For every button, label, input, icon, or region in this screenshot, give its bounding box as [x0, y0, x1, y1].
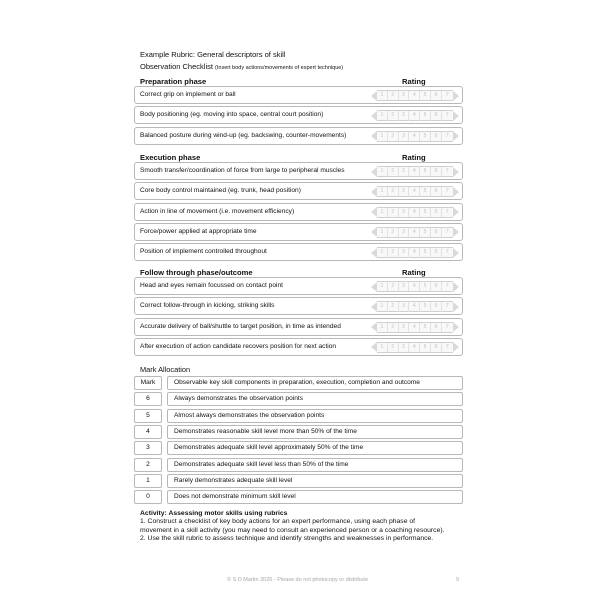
activity-title: Activity: Assessing motor skills using rubrics — [140, 510, 288, 517]
section-title: Preparation phase — [140, 77, 207, 86]
rating-option[interactable]: 3 — [399, 91, 410, 100]
rating-option[interactable]: 5 — [420, 343, 431, 352]
rating-scale-right-arrow — [453, 227, 459, 237]
rating-option[interactable]: 2 — [388, 187, 399, 196]
activity-line: 2. Use the skill rubric to assess technique and identify strengths and weaknesses in performance. — [140, 534, 434, 542]
rating-cells — [377, 227, 453, 238]
rating-option[interactable]: 3 — [399, 343, 410, 352]
rating-option[interactable]: 3 — [399, 282, 410, 291]
rating-option[interactable]: 1 — [377, 111, 388, 120]
rating-option[interactable]: 1 — [377, 282, 388, 291]
mark-value: 5 — [134, 409, 162, 423]
rating-cells — [377, 301, 453, 312]
rating-option[interactable]: 2 — [388, 323, 399, 332]
rating-option[interactable]: 5 — [420, 248, 431, 257]
rating-option[interactable]: 4 — [409, 302, 420, 311]
rating-scale-right-arrow — [453, 91, 459, 101]
rating-option[interactable]: 6 — [431, 167, 442, 176]
mark-column-header: Mark — [134, 376, 162, 390]
rating-scale — [371, 281, 459, 292]
rating-scale — [371, 90, 459, 101]
checklist-item-label: Balanced posture during wind-up (eg. backswing, counter-movements) — [140, 131, 347, 139]
checklist-row — [134, 182, 463, 200]
rating-option[interactable]: 7 — [445, 343, 449, 350]
rating-option[interactable]: 5 — [420, 228, 431, 237]
rating-option[interactable]: 7 — [445, 188, 449, 195]
rating-option[interactable]: 1 — [377, 343, 388, 352]
rating-scale — [371, 342, 459, 353]
rating-option[interactable]: 1 — [377, 323, 388, 332]
rating-option[interactable]: 4 — [409, 91, 420, 100]
description-column-header: Observable key skill components in preparation, execution, completion and outcome — [167, 376, 463, 390]
rating-option[interactable]: 2 — [388, 91, 399, 100]
mark-description: Demonstrates adequate skill level approximately 50% of the time — [167, 441, 463, 455]
rating-option[interactable]: 4 — [409, 343, 420, 352]
rating-scale-right-arrow — [453, 207, 459, 217]
mark-allocation-row — [134, 409, 463, 423]
rating-option[interactable]: 4 — [409, 111, 420, 120]
rating-scale-right-arrow — [453, 187, 459, 197]
rating-option[interactable]: 2 — [388, 228, 399, 237]
rating-option[interactable]: 7 — [445, 323, 449, 330]
rating-scale-right-arrow — [453, 282, 459, 292]
rating-option[interactable]: 6 — [431, 111, 442, 120]
checklist-row — [134, 162, 463, 180]
rating-option[interactable]: 1 — [377, 248, 388, 257]
rating-option[interactable]: 2 — [388, 208, 399, 217]
mark-value: 4 — [134, 425, 162, 439]
checklist-item-label: Head and eyes remain focussed on contact point — [140, 282, 283, 289]
mark-value: 0 — [134, 490, 162, 504]
rating-option[interactable]: 2 — [388, 302, 399, 311]
rating-option[interactable]: 6 — [431, 302, 442, 311]
rating-option[interactable]: 1 — [377, 91, 388, 100]
checklist-row — [134, 223, 463, 241]
rating-option[interactable]: 5 — [420, 111, 431, 120]
rating-scale — [371, 186, 459, 197]
mark-allocation-row — [134, 490, 463, 504]
rating-option[interactable]: 3 — [399, 248, 410, 257]
rating-scale — [371, 110, 459, 121]
rating-option[interactable]: 6 — [431, 228, 442, 237]
mark-description: Does not demonstrate minimum skill level — [167, 490, 463, 504]
rating-option[interactable]: 4 — [409, 208, 420, 217]
rating-scale — [371, 322, 459, 333]
checklist-item-label: Correct follow-through in kicking, striking skills — [140, 302, 275, 310]
rating-option[interactable]: 6 — [431, 132, 442, 141]
mark-allocation-title: Mark Allocation — [140, 365, 191, 374]
rating-option[interactable]: 5 — [420, 302, 431, 311]
rating-option[interactable]: 7 — [445, 132, 449, 139]
checklist-title — [140, 62, 343, 71]
rating-option[interactable]: 1 — [377, 167, 388, 176]
rating-option[interactable]: 3 — [399, 187, 410, 196]
rating-option[interactable]: 3 — [399, 167, 410, 176]
mark-allocation-row — [134, 458, 463, 472]
checklist-row — [134, 203, 463, 221]
rating-scale-right-arrow — [453, 322, 459, 332]
checklist-title-main: Observation Checklist — [140, 62, 213, 71]
rating-option[interactable]: 7 — [445, 112, 449, 119]
checklist-row — [134, 243, 463, 261]
activity-box — [140, 510, 470, 543]
section-title: Execution phase — [140, 153, 201, 162]
activity-line: 1. Construct a checklist of key body actions for an expert performance, using each phase of — [140, 518, 416, 526]
rating-scale — [371, 207, 459, 218]
rating-option[interactable]: 2 — [388, 132, 399, 141]
rating-option[interactable]: 6 — [431, 187, 442, 196]
rating-cells — [377, 322, 453, 333]
rating-option[interactable]: 7 — [445, 92, 449, 98]
rating-option[interactable]: 4 — [409, 228, 420, 237]
rating-option[interactable]: 3 — [399, 132, 410, 141]
rating-option[interactable]: 2 — [388, 111, 399, 120]
rating-scale-right-arrow — [453, 248, 459, 258]
rating-scale-right-arrow — [453, 302, 459, 312]
rating-scale — [371, 166, 459, 177]
mark-allocation-row — [134, 474, 463, 488]
rating-option[interactable]: 5 — [420, 282, 431, 291]
activity-line: movement in a skill activity (you may need to consult an experienced person or a coaching resource). — [140, 526, 445, 534]
mark-value: 2 — [134, 458, 162, 472]
checklist-item-label: Force/power applied at appropriate time — [140, 227, 257, 235]
rating-scale-right-arrow — [453, 342, 459, 352]
rating-option[interactable]: 3 — [399, 111, 410, 120]
mark-value: 6 — [134, 392, 162, 406]
checklist-item-label: Core body control maintained (eg. trunk, head position) — [140, 187, 301, 195]
rating-option[interactable]: 5 — [420, 167, 431, 176]
page-number: 9 — [456, 577, 460, 583]
rating-cells — [377, 247, 453, 258]
checklist-item-label: Body positioning (eg. moving into space, central court position) — [140, 111, 324, 119]
checklist-item-label: Correct grip on implement or ball — [140, 91, 236, 98]
mark-allocation-row — [134, 425, 463, 439]
checklist-item-label: Smooth transfer/coordination of force from large to peripheral muscles — [140, 167, 345, 174]
rating-option[interactable]: 4 — [409, 323, 420, 332]
rating-option[interactable]: 3 — [399, 208, 410, 217]
rating-option[interactable]: 7 — [445, 228, 449, 235]
rating-option[interactable]: 6 — [431, 323, 442, 332]
rating-option[interactable]: 6 — [431, 248, 442, 257]
rating-cells — [377, 281, 453, 292]
rating-scale — [371, 131, 459, 142]
mark-description: Rarely demonstrates adequate skill level — [167, 474, 463, 488]
copyright-notice: © S D Martin 2026 - Please do not photocopy or distribute — [227, 577, 369, 583]
rating-option[interactable]: 3 — [399, 323, 410, 332]
rating-scale — [371, 227, 459, 238]
mark-value: 1 — [134, 474, 162, 488]
rating-option[interactable]: 4 — [409, 167, 420, 176]
checklist-row — [134, 338, 463, 356]
rating-option[interactable]: 1 — [377, 302, 388, 311]
mark-description: Demonstrates reasonable skill level more than 50% of the time — [167, 425, 463, 439]
rating-cells — [377, 207, 453, 218]
rating-option[interactable]: 1 — [377, 208, 388, 217]
rating-option[interactable]: 4 — [409, 132, 420, 141]
rating-option[interactable]: 6 — [431, 208, 442, 217]
rating-option[interactable]: 4 — [409, 248, 420, 257]
rating-option[interactable]: 4 — [409, 187, 420, 196]
rating-option[interactable]: 6 — [431, 91, 442, 100]
rating-option[interactable]: 3 — [399, 302, 410, 311]
mark-description: Always demonstrates the observation points — [167, 392, 463, 406]
checklist-row — [134, 86, 463, 104]
checklist-item-label: Position of implement controlled throughout — [140, 248, 267, 256]
rating-cells — [377, 186, 453, 197]
mark-allocation-row — [134, 392, 463, 406]
rating-option[interactable]: 5 — [420, 208, 431, 217]
rating-cells — [377, 131, 453, 142]
rating-option[interactable]: 6 — [431, 343, 442, 352]
checklist-item-label: After execution of action candidate recovers position for next action — [140, 342, 337, 350]
rating-cells — [377, 166, 453, 177]
section-title: Follow through phase/outcome — [140, 268, 253, 277]
checklist-item-label: Action in line of movement (i.e. movement efficiency) — [140, 207, 295, 215]
rating-option[interactable]: 6 — [431, 282, 442, 291]
rating-option[interactable]: 7 — [445, 283, 449, 289]
rating-column-label: Rating — [402, 268, 426, 277]
rating-option[interactable]: 3 — [399, 228, 410, 237]
mark-description: Demonstrates adequate skill level less than 50% of the time — [167, 458, 463, 472]
rating-option[interactable]: 4 — [409, 282, 420, 291]
checklist-row — [134, 127, 463, 145]
rating-option[interactable]: 2 — [388, 282, 399, 291]
rating-option[interactable]: 1 — [377, 187, 388, 196]
mark-description: Almost always demonstrates the observation points — [167, 409, 463, 423]
rating-option[interactable]: 2 — [388, 343, 399, 352]
mark-value: 3 — [134, 441, 162, 455]
rating-scale-right-arrow — [453, 131, 459, 141]
rating-scale — [371, 247, 459, 258]
rating-column-label: Rating — [402, 153, 426, 162]
rating-cells — [377, 90, 453, 101]
rating-option[interactable]: 1 — [377, 228, 388, 237]
rating-option[interactable]: 7 — [445, 208, 449, 215]
checklist-row — [134, 106, 463, 124]
checklist-row — [134, 318, 463, 336]
rating-option[interactable]: 7 — [445, 168, 449, 174]
rating-option[interactable]: 2 — [388, 167, 399, 176]
checklist-item-label: Accurate delivery of ball/shuttle to target position, in time as intended — [140, 322, 341, 330]
rating-option[interactable]: 5 — [420, 91, 431, 100]
rating-option[interactable]: 7 — [445, 249, 449, 256]
rating-scale-right-arrow — [453, 167, 459, 177]
checklist-title-note: (Insert body actions/movements of expert technique) — [215, 65, 344, 71]
mark-allocation-header-row — [134, 376, 463, 390]
rating-option[interactable]: 2 — [388, 248, 399, 257]
rating-cells — [377, 110, 453, 121]
rating-option[interactable]: 7 — [445, 303, 449, 310]
rating-option[interactable]: 5 — [420, 132, 431, 141]
rating-scale — [371, 301, 459, 312]
rating-scale-right-arrow — [453, 111, 459, 121]
rating-option[interactable]: 5 — [420, 187, 431, 196]
rating-column-label: Rating — [402, 77, 426, 86]
rating-cells — [377, 342, 453, 353]
rating-option[interactable]: 1 — [377, 132, 388, 141]
mark-allocation-row — [134, 441, 463, 455]
rating-option[interactable]: 5 — [420, 323, 431, 332]
rubric-title: Example Rubric: General descriptors of skill — [140, 50, 286, 59]
checklist-row — [134, 297, 463, 315]
checklist-row — [134, 277, 463, 295]
